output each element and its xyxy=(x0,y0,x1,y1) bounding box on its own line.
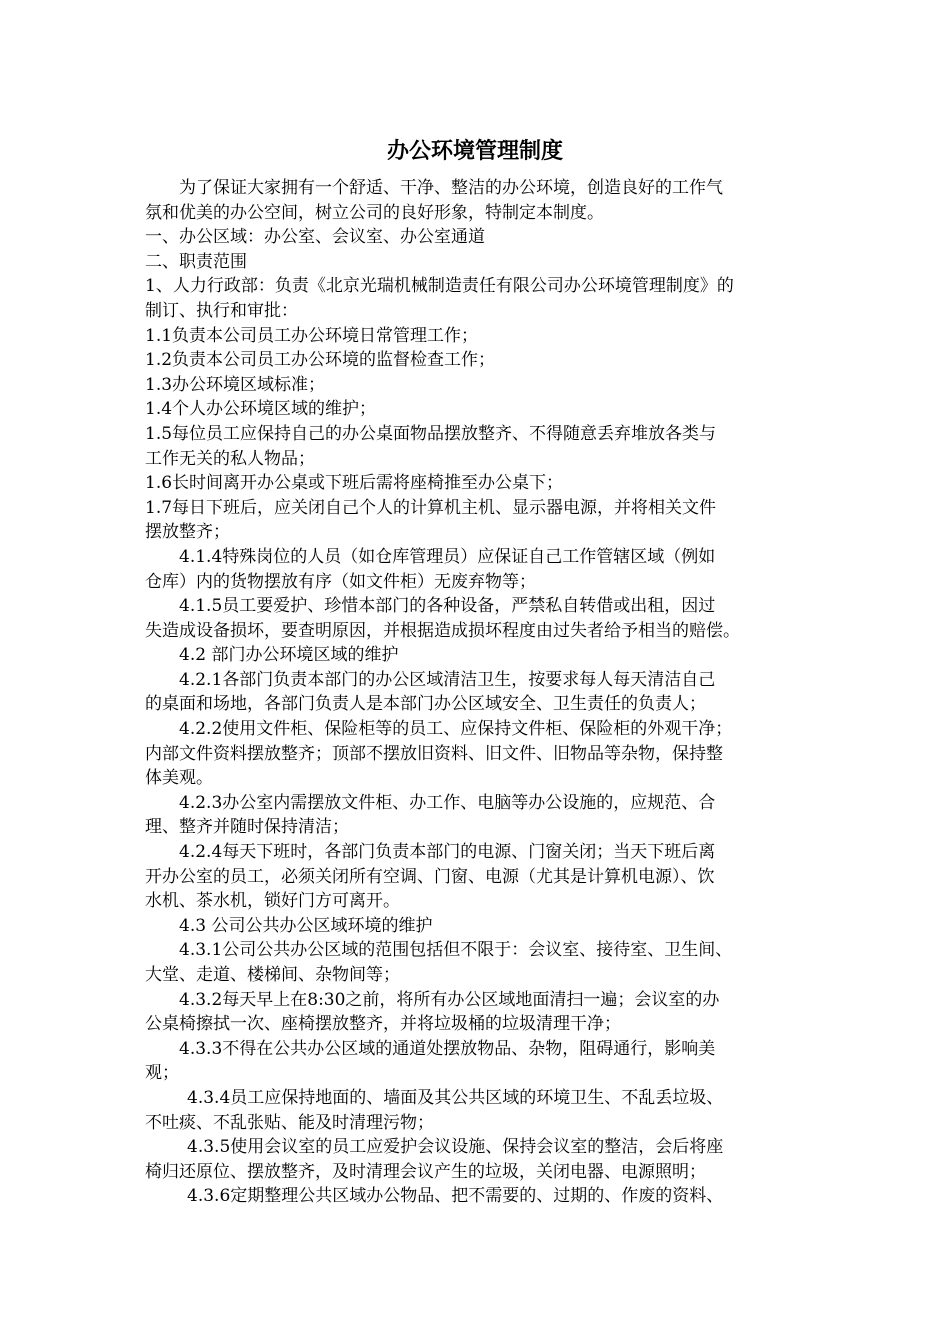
text-line: 制订、执行和审批： xyxy=(145,300,298,321)
text-line: 1.7每日下班后，应关闭自己个人的计算机主机、显示器电源，并将相关文件 xyxy=(145,497,717,518)
text-line: 大堂、走道、楼梯间、杂物间等； xyxy=(145,965,400,985)
text-line: 4.3.1公司公共办公区域的范围包括但不限于：会议室、接待室、卫生间、 xyxy=(179,940,733,961)
text-line: 4.2 部门办公环境区域的维护 xyxy=(179,645,399,666)
document-title: 办公环境管理制度 xyxy=(386,138,563,164)
text-line: 4.3.6定期整理公共区域办公物品、把不需要的、过期的、作废的资料、 xyxy=(187,1186,724,1207)
text-line: 1.1负责本公司员工办公环境日常管理工作； xyxy=(145,325,479,346)
text-line: 二、职责范围 xyxy=(145,251,247,272)
text-line: 一、办公区域：办公室、会议室、办公室通道 xyxy=(145,227,485,248)
text-line: 体美观。 xyxy=(145,768,213,789)
text-line: 开办公室的员工，必须关闭所有空调、门窗、电源（尤其是计算机电源）、饮 xyxy=(145,866,715,887)
text-line: 公桌椅擦拭一次、座椅摆放整齐，并将垃圾桶的垃圾清理干净； xyxy=(145,1014,621,1035)
text-line: 4.2.4每天下班时，各部门负责本部门的电源、门窗关闭；当天下班后离 xyxy=(179,842,716,863)
text-line: 1.6长时间离开办公桌或下班后需将座椅推至办公桌下； xyxy=(145,473,564,494)
document-body xyxy=(145,176,817,1209)
text-line: 4.2.1各部门负责本部门的办公区域清洁卫生，按要求每人每天清洁自己 xyxy=(179,669,716,690)
text-line: 理、整齐并随时保持清洁； xyxy=(145,817,349,838)
text-line: 水机、茶水机，锁好门方可离开。 xyxy=(145,891,400,912)
text-line: 1.2负责本公司员工办公环境的监督检查工作； xyxy=(145,350,496,371)
text-line: 1.5每位员工应保持自己的办公桌面物品摆放整齐、不得随意丢弃堆放各类与 xyxy=(145,423,717,444)
text-line: 的桌面和场地，各部门负责人是本部门办公区域安全、卫生责任的负责人； xyxy=(145,694,706,715)
text-line: 摆放整齐； xyxy=(145,522,230,543)
text-line: 仓库）内的货物摆放有序（如文件柜）无废弃物等； xyxy=(145,571,536,592)
text-line: 为了保证大家拥有一个舒适、干净、整洁的办公环境，创造良好的工作气 xyxy=(179,178,723,198)
text-line: 内部文件资料摆放整齐；顶部不摆放旧资料、旧文件、旧物品等杂物，保持整 xyxy=(145,743,723,764)
text-line: 1.4个人办公环境区域的维护； xyxy=(145,399,377,420)
text-line: 观； xyxy=(145,1063,179,1084)
text-line: 4.2.3办公室内需摆放文件柜、办工作、电脑等办公设施的，应规范、合 xyxy=(179,792,716,813)
text-line: 氛和优美的办公空间，树立公司的良好形象，特制定本制度。 xyxy=(145,202,604,223)
text-line: 1、人力行政部：负责《北京光瑞机械制造责任有限公司办公环境管理制度》的 xyxy=(145,276,734,297)
text-line: 4.1.5员工要爱护、珍惜本部门的各种设备，严禁私自转借或出租，因过 xyxy=(179,596,716,617)
text-line: 1.3办公环境区域标准； xyxy=(145,374,326,395)
text-line: 4.3.3不得在公共办公区域的通道处摆放物品、杂物，阻碍通行，影响美 xyxy=(179,1038,716,1059)
text-line: 4.1.4特殊岗位的人员（如仓库管理员）应保证自己工作管辖区域（例如 xyxy=(179,546,716,567)
text-line: 失造成设备损坏，要查明原因，并根据造成损坏程度由过失者给予相当的赔偿。 xyxy=(145,620,740,641)
text-line: 4.3.2每天早上在8:30之前，将所有办公区域地面清扫一遍；会议室的办 xyxy=(179,989,720,1010)
text-line: 4.3 公司公共办公区域环境的维护 xyxy=(179,915,433,936)
text-line: 4.3.5使用会议室的员工应爱护会议设施、保持会议室的整洁，会后将座 xyxy=(187,1137,724,1158)
text-line: 4.3.4员工应保持地面的、墙面及其公共区域的环境卫生、不乱丢垃圾、 xyxy=(187,1087,724,1108)
text-line: 4.2.2使用文件柜、保险柜等的员工、应保持文件柜、保险柜的外观干净； xyxy=(179,719,733,740)
text-line: 椅归还原位、摆放整齐，及时清理会议产生的垃圾，关闭电器、电源照明； xyxy=(145,1161,706,1182)
text-line: 不吐痰、不乱张贴、能及时清理污物； xyxy=(145,1112,434,1133)
text-line: 工作无关的私人物品； xyxy=(145,448,315,469)
